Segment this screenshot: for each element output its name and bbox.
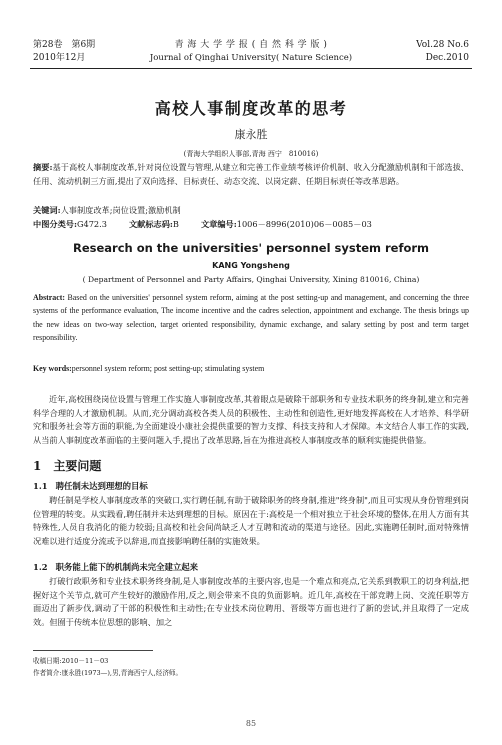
received-date: 收稿日期:2010－11－03 [33, 657, 109, 665]
abstract-text-cn: 基于高校人事制度改革,针对岗位设置与管理,从建立和完善工作业绩考核评价机制、收入分配激励机制和干部选拔、任用、流动机制三方面,提出了双向选择、目标责任、动态交流、以岗定薪、任期目标责任等改革思路。 [33, 162, 469, 186]
keywords-text-cn: 人事制度改革;岗位设置;激励机制 [60, 205, 181, 215]
class-value: G472.3 [76, 219, 107, 229]
affiliation-cn: (青海大学组织人事部,青海 西宁 810016) [183, 150, 319, 158]
subsection-number-1-2: 1.2 [33, 562, 48, 572]
issue-date-en: Dec.2010 [425, 53, 469, 63]
journal-name-en: Journal of Qinghai University( Nature Science) [149, 53, 353, 63]
keywords-text-en: personnel system reform; post setting-up; stimulating system [71, 364, 265, 373]
article-title-cn: 高校人事制度改革的思考 [154, 99, 348, 118]
journal-name-cn: 青 海 大 学 学 报 ( 自 然 科 学 版 ) [174, 40, 328, 50]
keywords-cn [33, 204, 469, 218]
volume-en: Vol.28 No.6 [416, 40, 469, 50]
subsection-title-1-1: 聘任制未达到理想的目标 [55, 481, 148, 491]
intro-paragraph: 近年,高校围绕岗位设置与管理工作实施人事制度改革,其着眼点是破除干部职务和专业技术职务的终身制,建立和完善科学合理的人才激励机制。从而,充分调动高校各类人员的积极性、主动性和创造性,更好地发挥高校在人才培养、科学研究和服务社会等方面的职能,为全面建设小康社会提供重要的智力支撑、科技支持和人才保障。本文结合人事工作的实践,从当前人事制度改革面临的主要问题入手,提出了改革思路,旨在为推进高校人事制度改革的顺利实施提供借鉴。 [33, 394, 469, 445]
keywords-label-cn: 关键词: [33, 205, 61, 215]
volume-issue: 第28卷 第6期 [33, 40, 96, 50]
abstract-text-en: Based on the universities' personnel system reform, aiming at the post setting-up and management, and concerning the three systems of the performance evaluation, The income incentive and the cadres selection, appointment and exchange. The thesis brings up the new ideas on two-way selection, target oriented responsibility, dynamic exchange, and salary setting by post and term target responsibility. [33, 293, 469, 343]
subsection-title-1-2: 职务能上能下的机制尚未完全建立起来 [55, 562, 198, 572]
author-name-cn: 康永胜 [234, 128, 268, 141]
affiliation-en: ( Department of Personnel and Party Affairs, Qinghai University, Xining 810016, China) [82, 275, 420, 284]
abstract-cn [33, 161, 469, 188]
article-title-en: Research on the universities' personnel system reform [72, 241, 430, 255]
subsection-number-1-1: 1.1 [33, 481, 48, 491]
section-heading-1 [33, 457, 101, 474]
subsection-1-1-paragraph: 聘任制是学校人事制度改革的突破口,实行聘任制,有助于破除职务的终身制,推进"终身制",而且可实现从身份管理到岗位管理的转变。从实践看,聘任制并未达到理想的目标。原因在于:高校是一个相对独立于社会环境的整体,在用人方面有其特殊性,人员自我消化的能力较弱;且高校和社会间尚缺乏人才互聘和流动的渠道与途径。因此,实施聘任制时,面对特殊情况难以进行适度分流或予以辞退,而直接影响聘任制的实施效果。 [33, 495, 469, 546]
article-number-value: 1006－8996(2010)06－0085－03 [236, 219, 372, 229]
section-title-1: 主要问题 [53, 459, 102, 473]
author-name-en: KANG Yongsheng [212, 261, 290, 270]
classification-line [33, 218, 469, 232]
page-number: 85 [245, 719, 257, 728]
subsection-heading-1-2 [33, 561, 198, 573]
keywords-label-en: Key words: [33, 364, 72, 373]
abstract-en [33, 291, 469, 345]
article-number-label: 文章编号: [200, 219, 237, 229]
author-bio: 作者简介:康永胜(1973—),男,青海西宁人,经济师。 [33, 669, 183, 677]
footnote-rule [33, 650, 153, 651]
doc-code-label: 文献标志码: [128, 219, 173, 229]
section-number-1: 1 [33, 459, 42, 473]
abstract-label-en: Abstract: [33, 293, 65, 302]
keywords-en [33, 362, 469, 375]
abstract-label-cn: 摘要: [33, 162, 53, 172]
subsection-1-2-paragraph: 打破行政职务和专业技术职务终身制,是人事制度改革的主要内容,也是一个难点和亮点,它关系到教职工的切身利益,把握好这个关节点,就可产生较好的激励作用,反之,则会带来不良的负面影响。近几年,高校在干部竞聘上岗、交流任职等方面迈出了新步伐,调动了干部的积极性和主动性;在专业技术岗位聘用、晋级等方面也进行了新的尝试,并且取得了一定成效。但囿于传统本位思想的影响、加之 [33, 576, 469, 627]
subsection-heading-1-1 [33, 480, 148, 492]
doc-code-value: B [172, 219, 179, 229]
class-label: 中图分类号: [33, 219, 77, 229]
header-rule [30, 68, 472, 69]
issue-date-cn: 2010年12月 [33, 53, 86, 63]
